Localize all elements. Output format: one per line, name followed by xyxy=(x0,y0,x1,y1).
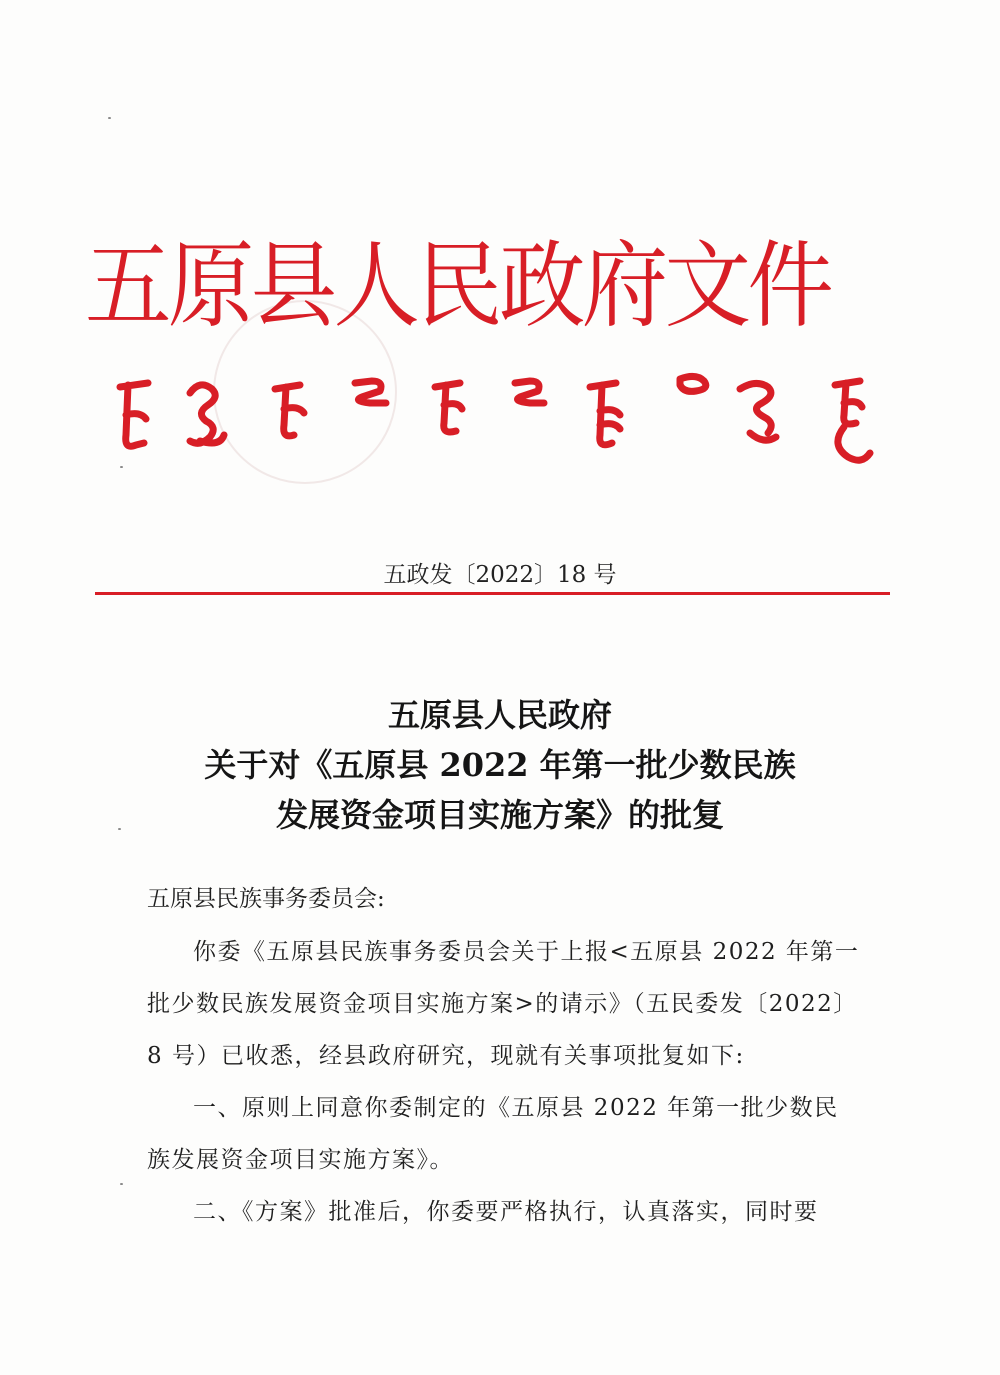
title-line-2: 关于对《五原县 2022 年第一批少数民族 xyxy=(204,746,796,784)
addressee: 五原县民族事务委员会: xyxy=(147,886,385,912)
body-line: 族发展资金项目实施方案》。 xyxy=(147,1147,454,1173)
body-line: 二、《方案》批准后，你委要严格执行，认真落实，同时要 xyxy=(193,1199,819,1225)
scan-speck xyxy=(120,466,123,468)
mongolian-script-masthead-icon xyxy=(100,365,890,485)
title-line-3: 发展资金项目实施方案》的批复 xyxy=(275,796,724,834)
scan-speck xyxy=(120,1183,123,1185)
scan-speck xyxy=(118,828,121,830)
body-line: 你委《五原县民族事务委员会关于上报<五原县 2022 年第一 xyxy=(193,939,860,965)
scan-speck xyxy=(108,117,111,119)
document-number: 五政发〔2022〕18 号 xyxy=(383,562,617,588)
masthead-title: 五原县人民政府文件 xyxy=(85,232,831,341)
body-line: 批少数民族发展资金项目实施方案>的请示》（五民委发〔2022〕 xyxy=(147,991,858,1017)
body-line: 8 号）已收悉，经县政府研究，现就有关事项批复如下: xyxy=(147,1043,745,1069)
body-text xyxy=(147,926,887,1238)
body-line: 一、原则上同意你委制定的《五原县 2022 年第一批少数民 xyxy=(193,1095,839,1121)
title-line-1: 五原县人民政府 xyxy=(387,696,612,734)
red-divider-line xyxy=(95,592,890,595)
document-title xyxy=(0,690,1000,840)
